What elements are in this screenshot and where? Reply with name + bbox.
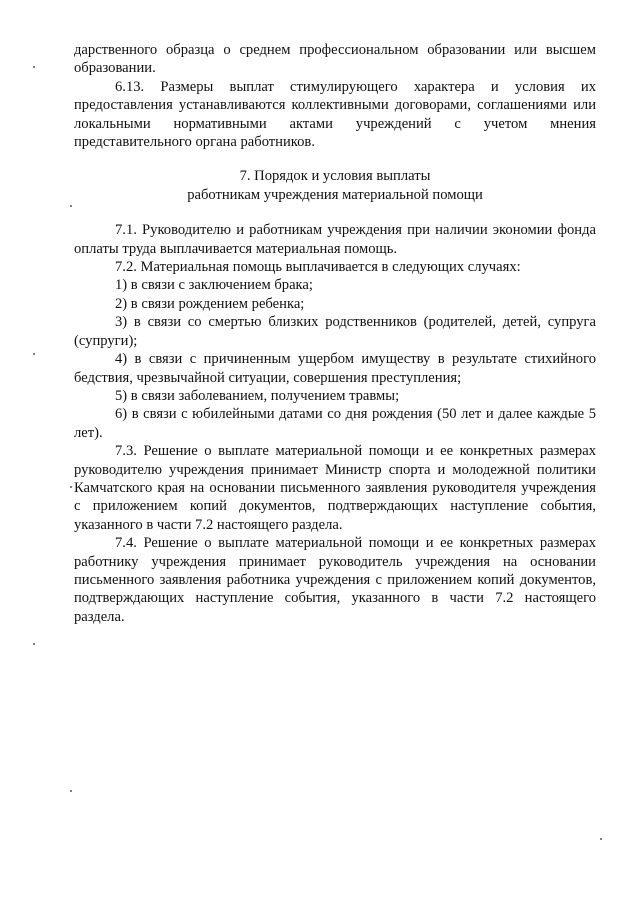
scan-speck	[33, 66, 35, 68]
paragraph-6-13: 6.13. Размеры выплат стимулирующего характера и условия их предоставления устанавливаются коллективными договорами, соглашениями или локальными нормативными актами учреждений с учетом мнения представительного органа работников.	[74, 78, 596, 151]
continuation-paragraph: дарственного образца о среднем профессиональном образовании или высшем образовании.	[74, 42, 596, 77]
paragraph-7-4: 7.4. Решение о выплате материальной помощи и ее конкретных размерах работнику учреждения принимает руководитель учреждения на основании письменного заявления работника учреждения с приложением копий документов, подтверждающих наступление события, указанного в части 7.2 настоящего раздела.	[74, 535, 596, 625]
case-item: 3) в связи со смертью близких родственников (родителей, детей, супруга (супруги);	[74, 314, 596, 349]
case-item: 4) в связи с причиненным ущербом имуществу в результате стихийного бедствия, чрезвычайной ситуации, совершения преступления;	[74, 351, 596, 386]
document-body	[74, 41, 596, 626]
scan-speck	[70, 205, 72, 207]
paragraph-7-1: 7.1. Руководителю и работникам учреждения при наличии экономии фонда оплаты труда выплачивается материальная помощь.	[74, 222, 596, 257]
scan-speck	[33, 643, 35, 645]
scan-speck	[33, 353, 35, 355]
section-7-title-line-1: 7. Порядок и условия выплаты	[239, 168, 431, 185]
paragraph-7-2: 7.2. Материальная помощь выплачивается в следующих случаях:	[115, 259, 521, 276]
section-7-title-line-2: работникам учреждения материальной помощи	[187, 186, 483, 203]
case-item: 1) в связи с заключением брака;	[115, 277, 313, 294]
case-item: 5) в связи заболеванием, получением травмы;	[115, 387, 400, 404]
scan-speck	[70, 486, 72, 488]
paragraph-7-3: 7.3. Решение о выплате материальной помощи и ее конкретных размерах руководителю учреждения принимает Министр спорта и молодежной политики Камчатского края на основании письменного заявления руководителя учреждения с приложением копий документов, подтверждающих наступление события, указанного в части 7.2 настоящего раздела.	[74, 443, 596, 533]
scan-speck	[70, 790, 72, 792]
case-item: 2) в связи рождением ребенка;	[115, 295, 305, 312]
scan-speck	[600, 838, 602, 840]
case-item: 6) в связи с юбилейными датами со дня рождения (50 лет и далее каждые 5 лет).	[74, 406, 596, 441]
